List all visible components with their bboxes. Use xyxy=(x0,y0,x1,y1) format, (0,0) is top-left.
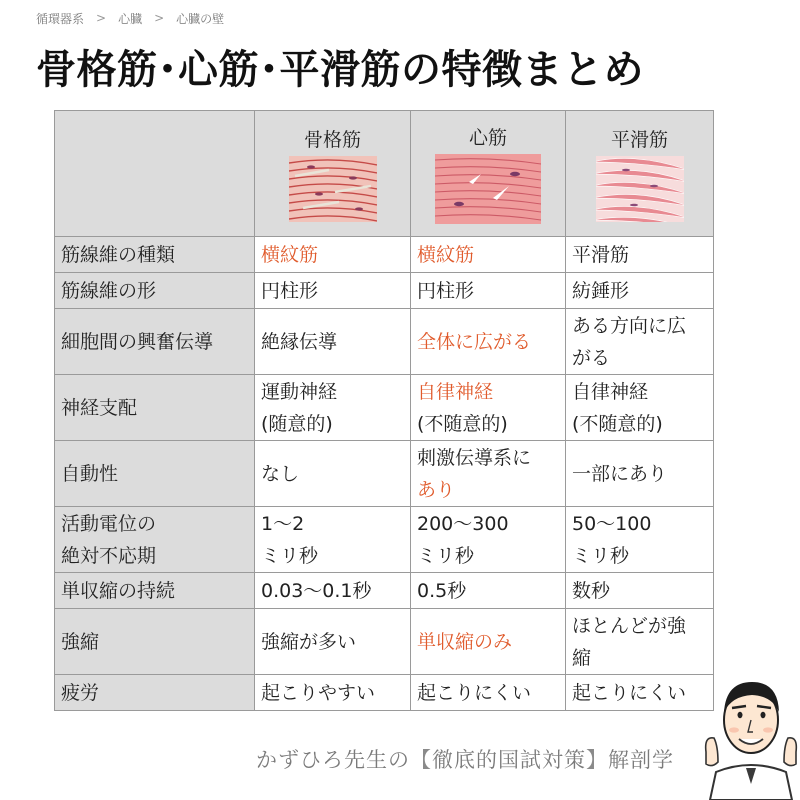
cell-text: ミリ秒 xyxy=(261,544,319,567)
row-label-line: 絶対不応期 xyxy=(61,544,157,567)
cell-skeletal xyxy=(255,273,411,309)
row-label xyxy=(55,237,255,273)
cell-text: 平滑筋 xyxy=(572,243,630,266)
cell-cardiac xyxy=(411,675,566,711)
smooth-muscle-histology-icon xyxy=(596,156,684,222)
cell-text: ある方向に広 xyxy=(572,314,687,337)
row-label xyxy=(55,375,255,441)
cell-skeletal xyxy=(255,237,411,273)
table-row xyxy=(55,675,714,711)
row-label xyxy=(55,573,255,609)
cell-skeletal xyxy=(255,309,411,375)
cell-smooth xyxy=(566,609,714,675)
cell-text: ミリ秒 xyxy=(572,544,630,567)
cell-smooth xyxy=(566,573,714,609)
breadcrumb-item-3[interactable]: 心臓の壁 xyxy=(176,11,225,26)
cell-smooth xyxy=(566,507,714,573)
breadcrumb-item-2[interactable]: 心臓 xyxy=(118,11,143,26)
cell-text: 起こりにくい xyxy=(572,681,687,704)
cell-text: ミリ秒 xyxy=(417,544,475,567)
cell-skeletal xyxy=(255,609,411,675)
cell-text: 50〜100 xyxy=(572,512,652,535)
row-label-line: 神経支配 xyxy=(61,396,138,419)
cell-text: がる xyxy=(572,346,611,369)
cell-cardiac xyxy=(411,309,566,375)
cell-text: 運動神経 xyxy=(261,380,338,403)
breadcrumb-item-1[interactable]: 循環器系 xyxy=(36,11,85,26)
cell-smooth xyxy=(566,675,714,711)
row-label-line: 筋線維の形 xyxy=(61,279,157,302)
cell-text: 円柱形 xyxy=(261,279,319,302)
row-label-line: 細胞間の興奮伝導 xyxy=(61,330,214,353)
cell-text: 数秒 xyxy=(572,579,611,602)
footer-bracket-close: 】 xyxy=(586,748,608,772)
table-row xyxy=(55,609,714,675)
table-row xyxy=(55,507,714,573)
breadcrumb xyxy=(36,8,224,28)
cell-text: 単収縮のみ xyxy=(417,630,513,653)
cell-skeletal xyxy=(255,675,411,711)
cell-text: 200〜300 xyxy=(417,512,509,535)
cell-text: 0.5秒 xyxy=(417,579,467,602)
row-label-line: 自動性 xyxy=(61,462,119,485)
row-label xyxy=(55,507,255,573)
skeletal-muscle-histology-icon xyxy=(289,156,377,222)
cell-text: (不随意的) xyxy=(572,412,663,435)
cell-text: 起こりにくい xyxy=(417,681,532,704)
table-row xyxy=(55,573,714,609)
cell-text: 紡錘形 xyxy=(572,279,630,302)
cell-skeletal xyxy=(255,375,411,441)
cell-text: 円柱形 xyxy=(417,279,475,302)
cell-text: 絶縁伝導 xyxy=(261,330,338,353)
cell-cardiac xyxy=(411,573,566,609)
footer-topic: 徹底的国試対策 xyxy=(432,748,586,772)
cell-text: 刺激伝導系に xyxy=(417,446,532,469)
row-label-line: 強縮 xyxy=(61,630,100,653)
cell-cardiac xyxy=(411,273,566,309)
column-name-skeletal: 骨格筋 xyxy=(303,128,361,151)
row-label xyxy=(55,441,255,507)
cell-cardiac xyxy=(411,375,566,441)
cell-smooth xyxy=(566,273,714,309)
cell-text: 強縮が多い xyxy=(261,630,357,653)
cell-smooth xyxy=(566,237,714,273)
cell-text: 自律神経 xyxy=(417,380,494,403)
column-header-skeletal xyxy=(255,111,411,237)
cell-text: ほとんどが強 xyxy=(572,614,687,637)
cell-smooth xyxy=(566,309,714,375)
breadcrumb-separator: > xyxy=(96,11,107,25)
column-header-smooth xyxy=(566,111,714,237)
row-label-line: 単収縮の持続 xyxy=(61,579,176,602)
cell-text: 縮 xyxy=(572,646,592,669)
row-label-line: 筋線維の種類 xyxy=(61,243,176,266)
row-label-line: 疲労 xyxy=(61,681,100,704)
cell-cardiac xyxy=(411,507,566,573)
cell-text: 横紋筋 xyxy=(261,243,319,266)
cell-smooth xyxy=(566,375,714,441)
cell-text: 一部にあり xyxy=(572,462,668,485)
cell-text: 自律神経 xyxy=(572,380,649,403)
muscle-comparison-table xyxy=(54,110,714,711)
cell-text: 0.03〜0.1秒 xyxy=(261,579,372,602)
table-row xyxy=(55,375,714,441)
row-label xyxy=(55,273,255,309)
footer-bracket-open: 【 xyxy=(410,748,432,772)
footer-credit xyxy=(256,744,674,774)
footer-subject: 解剖学 xyxy=(608,748,674,772)
column-name-cardiac: 心筋 xyxy=(468,126,507,149)
cardiac-muscle-histology-icon xyxy=(435,154,541,224)
author-avatar-illustration xyxy=(702,668,800,800)
cell-text: あり xyxy=(417,478,456,501)
table-row xyxy=(55,441,714,507)
cell-text: 起こりやすい xyxy=(261,681,376,704)
row-label xyxy=(55,609,255,675)
column-name-smooth: 平滑筋 xyxy=(610,128,668,151)
cell-text: 横紋筋 xyxy=(417,243,475,266)
cell-skeletal xyxy=(255,573,411,609)
table-row xyxy=(55,237,714,273)
table-row xyxy=(55,273,714,309)
cell-text: 全体に広がる xyxy=(417,330,532,353)
footer-author: かずひろ先生の xyxy=(256,748,410,772)
page-title: 骨格筋･心筋･平滑筋の特徴まとめ xyxy=(36,47,644,93)
cell-smooth xyxy=(566,441,714,507)
cell-cardiac xyxy=(411,441,566,507)
column-header-cardiac xyxy=(411,111,566,237)
cell-text: (随意的) xyxy=(261,412,333,435)
table-row xyxy=(55,309,714,375)
row-label xyxy=(55,309,255,375)
cell-skeletal xyxy=(255,441,411,507)
cell-text: 1〜2 xyxy=(261,512,305,535)
breadcrumb-separator: > xyxy=(154,11,165,25)
header-corner xyxy=(55,111,255,237)
cell-cardiac xyxy=(411,237,566,273)
cell-text: なし xyxy=(261,462,300,485)
cell-cardiac xyxy=(411,609,566,675)
cell-text: (不随意的) xyxy=(417,412,508,435)
row-label-line: 活動電位の xyxy=(61,512,157,535)
row-label xyxy=(55,675,255,711)
cell-skeletal xyxy=(255,507,411,573)
